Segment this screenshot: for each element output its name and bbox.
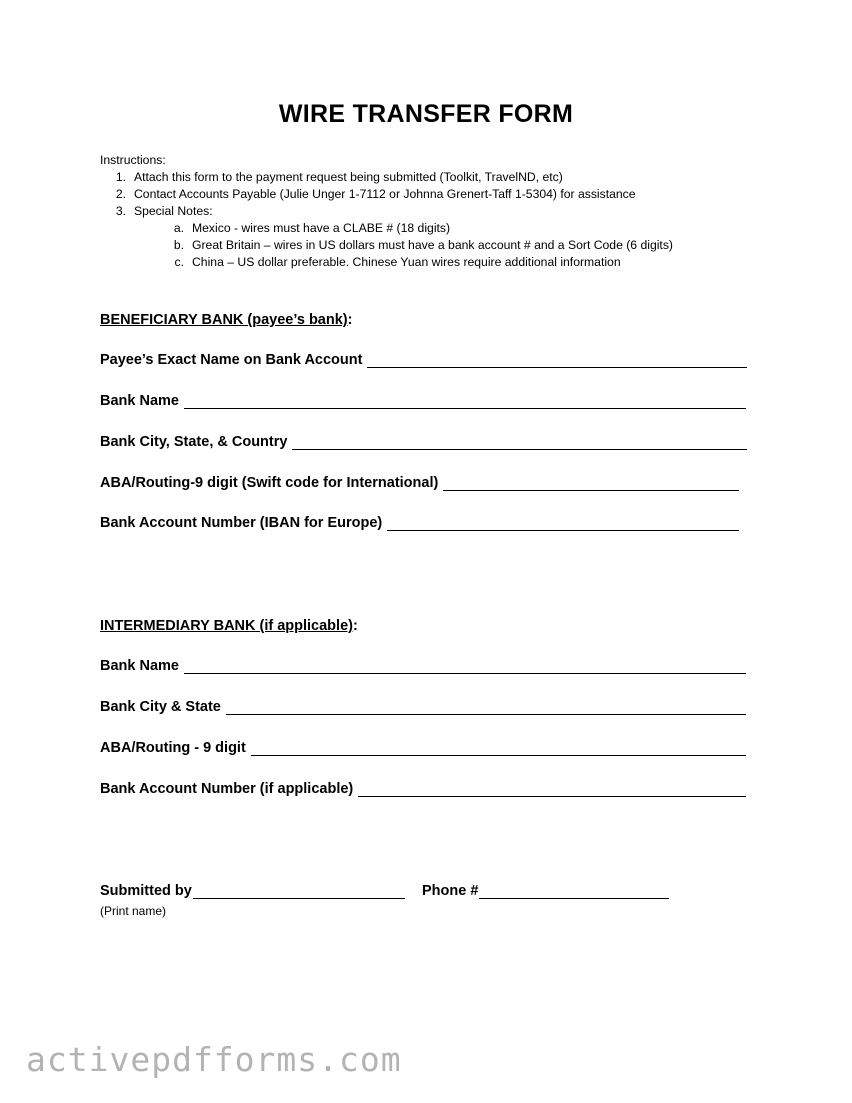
bank-name-field[interactable] [100,393,746,409]
instruction-item: 1. Attach this form to the payment request being submitted (Toolkit, TravelND, etc) [115,170,563,184]
bank-location-line[interactable] [292,435,747,450]
special-note: a. Mexico - wires must have a CLABE # (18 digits) [173,221,451,235]
intermediary-bank-name-field[interactable] [100,658,746,674]
special-note: b. Great Britain – wires in US dollars must have a bank account # and a Sort Code (6 digits) [173,238,673,252]
intermediary-bank-name-line[interactable] [184,659,746,674]
account-number-label: Bank Account Number (IBAN for Europe) [100,515,383,531]
intermediary-location-line[interactable] [226,700,746,715]
intermediary-account-line[interactable] [358,782,746,797]
intermediary-bank-name-label: Bank Name [100,658,179,674]
intermediary-account-field[interactable] [100,781,746,797]
instructions [100,152,673,271]
intermediary-heading: INTERMEDIARY BANK (if applicable): [100,618,358,634]
instruction-item: 2. Contact Accounts Payable (Julie Unger 1-7112 or Johnna Grenert-Taff 1-5304) for assistance [115,187,636,201]
submitted-by-label: Submitted by [100,883,192,899]
account-number-line[interactable] [387,516,739,531]
beneficiary-heading: BENEFICIARY BANK (payee’s bank): [100,312,353,328]
bank-name-line[interactable] [184,394,746,409]
intermediary-location-field[interactable] [100,699,746,715]
account-number-field[interactable] [100,515,739,531]
submitted-by-line[interactable] [193,884,405,899]
payee-name-label: Payee’s Exact Name on Bank Account [100,352,363,368]
payee-name-line[interactable] [367,353,747,368]
intermediary-routing-label: ABA/Routing - 9 digit [100,740,246,756]
bank-location-field[interactable] [100,434,747,450]
intermediary-routing-line[interactable] [251,741,746,756]
payee-name-field[interactable] [100,352,747,368]
special-note: c. China – US dollar preferable. Chinese Yuan wires require additional information [174,255,621,269]
form-title: WIRE TRANSFER FORM [278,100,574,128]
submitted-by-field[interactable] [100,883,405,899]
intermediary-routing-field[interactable] [100,740,746,756]
bank-location-label: Bank City, State, & Country [100,434,288,450]
routing-line[interactable] [443,476,739,491]
instructions-heading: Instructions: [100,153,166,167]
phone-field[interactable] [422,883,669,899]
intermediary-location-label: Bank City & State [100,699,221,715]
phone-line[interactable] [479,884,669,899]
print-name-note: (Print name) [100,904,167,918]
phone-label: Phone # [422,883,479,899]
routing-field[interactable] [100,475,739,491]
instruction-item: 3. Special Notes: [115,204,213,218]
routing-label: ABA/Routing-9 digit (Swift code for International) [100,475,439,491]
watermark: activepdfforms.com [26,1040,402,1079]
bank-name-label: Bank Name [100,393,179,409]
intermediary-account-label: Bank Account Number (if applicable) [100,781,354,797]
